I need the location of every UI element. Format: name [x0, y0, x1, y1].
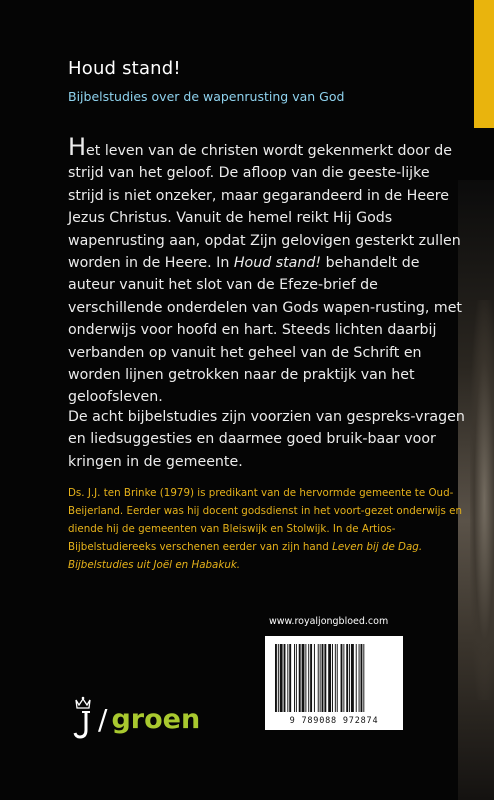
book-title: Houd stand! [68, 58, 181, 79]
barcode-bars [273, 644, 395, 714]
barcode-bar [332, 644, 333, 712]
blurb-text-2: behandelt de auteur vanuit het slot van de Efeze-brief de verschillende onderdelen van Gods wapen-rusting, met onderwijs voor hoofd en hart. Steeds lichten daarbij verbanden op vanuit het geheel van de Schrift en worden lijnen getrokken naar de praktijk van het geloofsleven. [68, 255, 462, 406]
bio-text: Ds. J.J. ten Brinke (1979) is predikant van de hervormde gemeente te Oud-Beijerland. Eerder was hij docent godsdienst in het voort-gezet onderwijs en diende hij de gemeenten van Bleiswijk en Stolwijk. In de Artios-Bijbelstudiereeks verschenen eerder van zijn hand [68, 487, 462, 553]
barcode-bar [287, 644, 288, 712]
accent-tab [474, 0, 494, 128]
barcode-bar [361, 644, 363, 712]
drop-cap: H [68, 133, 87, 161]
logo-slash: / [98, 702, 108, 736]
barcode-bar [275, 644, 277, 712]
barcode-bar [305, 644, 306, 712]
blurb-text-1: et leven van de christen wordt gekenmerkt door de strijd van het geloof. De afloop van die geeste-lijke strijd is niet onzeker, maar gegarandeerd in de Heere Jezus Christus. Vanuit de hemel reikt Hij Gods wapenrusting aan, opdat Zijn gelovigen gesterkt zullen worden in de Heere. In [68, 143, 461, 272]
author-bio [68, 484, 468, 574]
barcode-bar [318, 644, 319, 712]
barcode-bar [308, 644, 309, 712]
barcode [265, 636, 403, 730]
barcode-bar [299, 644, 301, 712]
barcode-bar [289, 644, 291, 712]
publisher-url: www.royaljongbloed.com [269, 616, 389, 627]
isbn-number: 9 789088 972874 [289, 716, 379, 726]
barcode-bar [349, 644, 350, 712]
bio-italic-title: Leven bij de Dag. Bijbelstudies uit Joël en Habakuk. [68, 541, 423, 571]
barcode-bar [337, 644, 338, 712]
barcode-bar [314, 644, 315, 712]
barcode-bar [278, 644, 279, 712]
blurb-paragraph-2 [68, 406, 468, 473]
barcode-bar [280, 644, 283, 712]
crown-j-icon [70, 696, 96, 742]
barcode-bar [322, 644, 324, 712]
blurb-title-italic: Houd stand! [233, 255, 322, 272]
publisher-logo [70, 694, 200, 744]
barcode-bar [302, 644, 305, 712]
barcode-bar [335, 644, 336, 712]
book-subtitle: Bijbelstudies over de wapenrusting van God [68, 89, 345, 104]
barcode-bar [359, 644, 360, 712]
barcode-bar [356, 644, 357, 712]
barcode-bar [363, 644, 364, 712]
publisher-name: groen [111, 703, 201, 735]
barcode-bar [296, 644, 297, 712]
barcode-bar [351, 644, 354, 712]
barcode-bar [310, 644, 312, 712]
barcode-bar [320, 644, 321, 712]
barcode-bar [324, 644, 326, 712]
blurb-text-3: De acht bijbelstudies zijn voorzien van gespreks-vragen en liedsuggesties en daarmee goed bruik-baar voor kringen in de gemeente. [68, 409, 465, 470]
barcode-bar [284, 644, 286, 712]
barcode-bar [346, 644, 348, 712]
barcode-bar [341, 644, 343, 712]
barcode-bar [343, 644, 344, 712]
blurb-paragraph-1 [68, 133, 468, 409]
barcode-bar [294, 644, 295, 712]
background-rock-highlight [470, 300, 494, 700]
barcode-bar [328, 644, 331, 712]
